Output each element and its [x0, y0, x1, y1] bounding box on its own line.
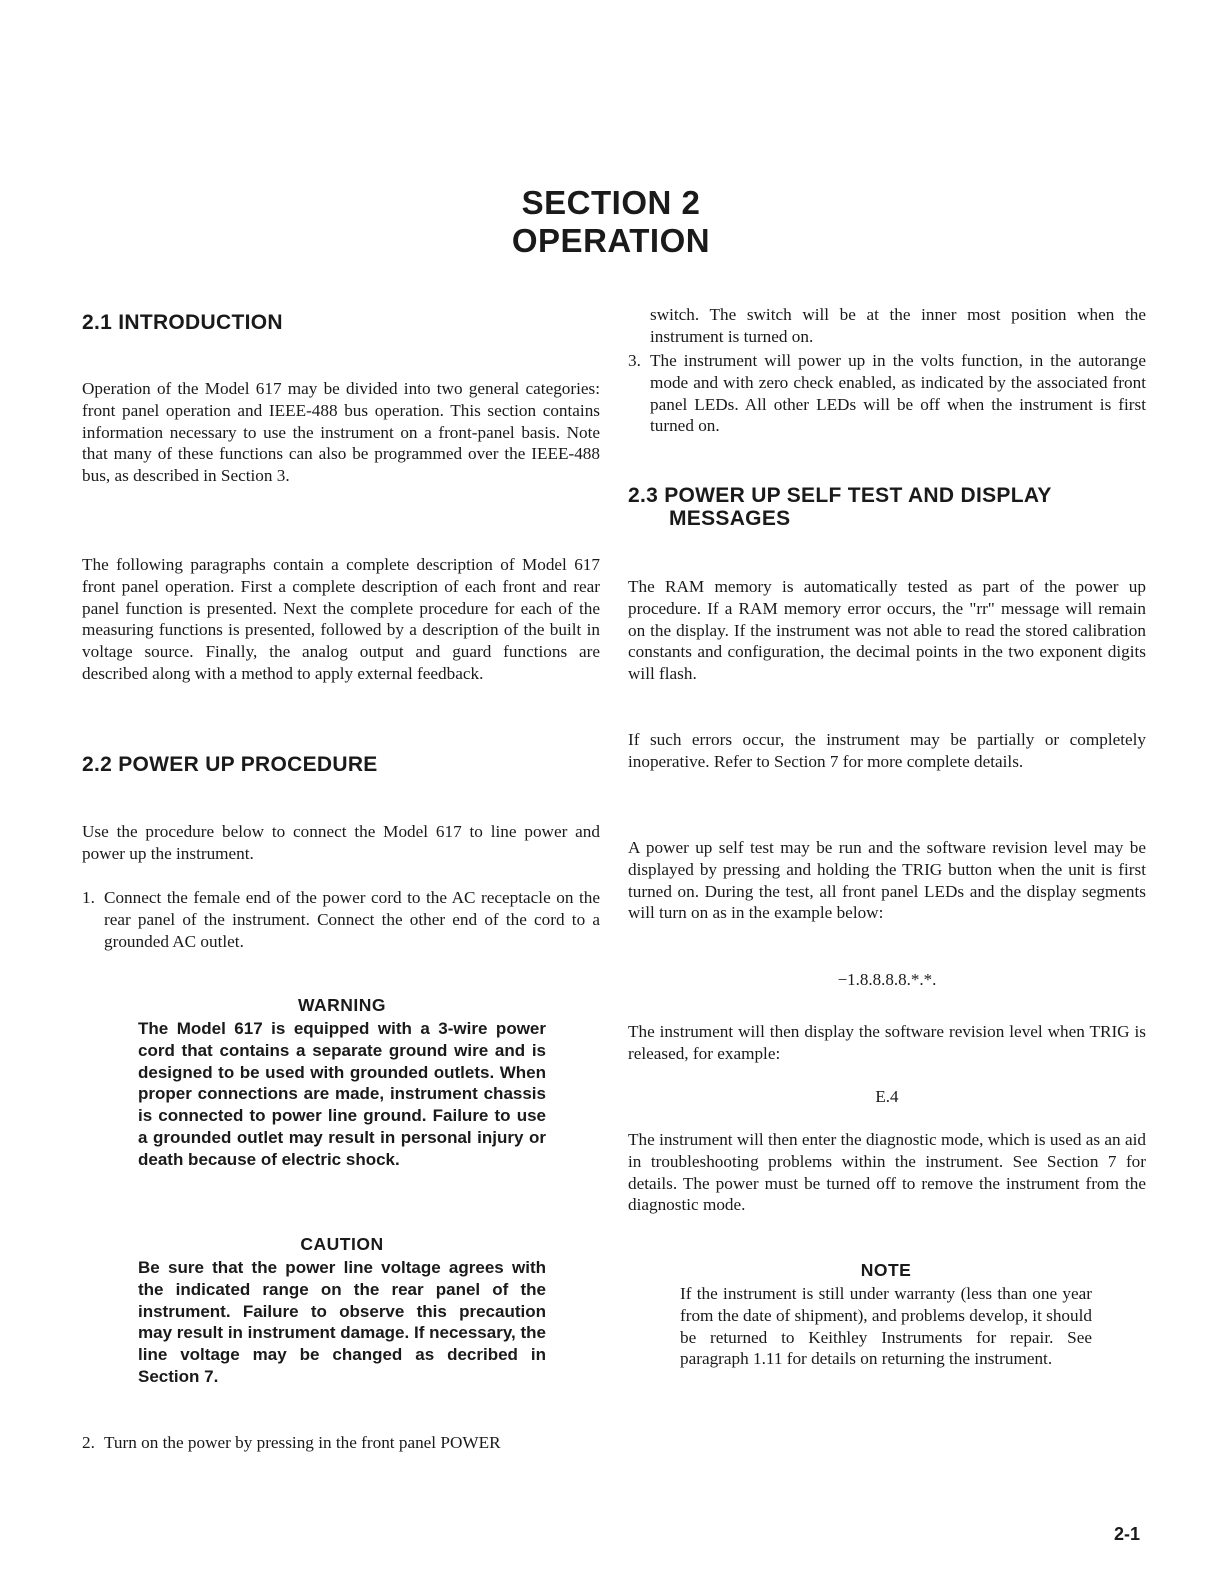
intro-paragraph-1: Operation of the Model 617 may be divided into two general categories: front panel operation and IEEE-488 bus operation. This section contains information necessary to use the instrument on a front-panel basis. Note that many of these functions can also be programmed over the IEEE-488 bus, as described in Section 3. [82, 379, 600, 486]
section-title [0, 184, 1222, 260]
section-name: OPERATION [511, 222, 711, 259]
caution-title: CAUTION [300, 1234, 384, 1254]
section-number: SECTION 2 [521, 184, 701, 221]
power-up-intro: Use the procedure below to connect the Model 617 to line power and power up the instrument. [82, 822, 600, 863]
ram-test-paragraph: The RAM memory is automatically tested as part of the power up procedure. If a RAM memory error occurs, the "rr" message will remain on the display. If the instrument was not able to read the stored calibration constants and configuration, the decimal points in the two exponent digits will flash. [628, 577, 1146, 684]
step-1-marker: 1. [82, 888, 95, 907]
heading-2-3-line1: 2.3 POWER UP SELF TEST AND DISPLAY [628, 484, 1052, 507]
caution-body: Be sure that the power line voltage agrees with the indicated range on the rear panel of the instrument. Failure to observe this precaution may result in instrument damage. If necessary, the line voltage may be changed as decribed in Section 7. [138, 1258, 546, 1386]
step-2-text-cont: switch. The switch will be at the inner most position when the instrument is turned on. [650, 305, 1146, 346]
step-2 [82, 1432, 600, 1454]
step-2-continued [628, 304, 1146, 348]
step-3-marker: 3. [628, 351, 641, 370]
self-test-paragraph: A power up self test may be run and the software revision level may be displayed by pressing and holding the TRIG button when the unit is first turned on. During the test, all front panel LEDs and the display segments will turn on as in the example below: [628, 838, 1146, 923]
step-3-text: The instrument will power up in the volts function, in the autorange mode and with zero check enabled, as indicated by the associated front panel LEDs. All other LEDs will be off when the instrument is first turned on. [650, 351, 1146, 436]
warning-title: WARNING [297, 995, 387, 1015]
page-number: 2-1 [1113, 1524, 1140, 1544]
note-title: NOTE [860, 1260, 912, 1280]
step-2-marker: 2. [82, 1433, 95, 1452]
heading-2-3 [628, 484, 1146, 530]
heading-2-1: 2.1 INTRODUCTION [82, 311, 283, 334]
step-1-text: Connect the female end of the power cord to the AC receptacle on the rear panel of the instrument. Connect the other end of the cord to a grounded AC outlet. [104, 888, 600, 951]
step-1 [82, 887, 600, 952]
heading-2-3-line2: MESSAGES [669, 507, 791, 530]
step-3 [628, 350, 1146, 437]
intro-paragraph-2: The following paragraphs contain a complete description of Model 617 front panel operation. First a complete description of each front and rear panel function is presented. Next the complete procedure for each of the measuring functions is presented, followed by a description of the built in voltage source. Finally, the analog output and guard functions are described along with a method to apply external feedback. [82, 555, 600, 683]
revision-example: E.4 [875, 1087, 899, 1106]
step-2-text-start: Turn on the power by pressing in the front panel POWER [104, 1433, 501, 1452]
heading-2-2: 2.2 POWER UP PROCEDURE [82, 753, 378, 776]
diagnostic-paragraph: The instrument will then enter the diagnostic mode, which is used as an aid in troubleshooting problems within the instrument. See Section 7 for details. The power must be turned off to remove the instrument from the diagnostic mode. [628, 1130, 1146, 1215]
warning-body: The Model 617 is equipped with a 3-wire power cord that contains a separate ground wire and is designed to be used with grounded outlets. When proper connections are made, instrument chassis is connected to power line ground. Failure to use a grounded outlet may result in personal injury or death because of electric shock. [138, 1019, 546, 1169]
note-body: If the instrument is still under warranty (less than one year from the date of shipment), and problems develop, it should be returned to Keithley Instruments for repair. See paragraph 1.11 for details on returning the instrument. [680, 1284, 1092, 1369]
errors-paragraph: If such errors occur, the instrument may be partially or completely inoperative. Refer to Section 7 for more complete details. [628, 730, 1146, 771]
revision-paragraph: The instrument will then display the software revision level when TRIG is released, for example: [628, 1022, 1146, 1063]
display-example: −1.8.8.8.8.*.*. [837, 970, 937, 989]
